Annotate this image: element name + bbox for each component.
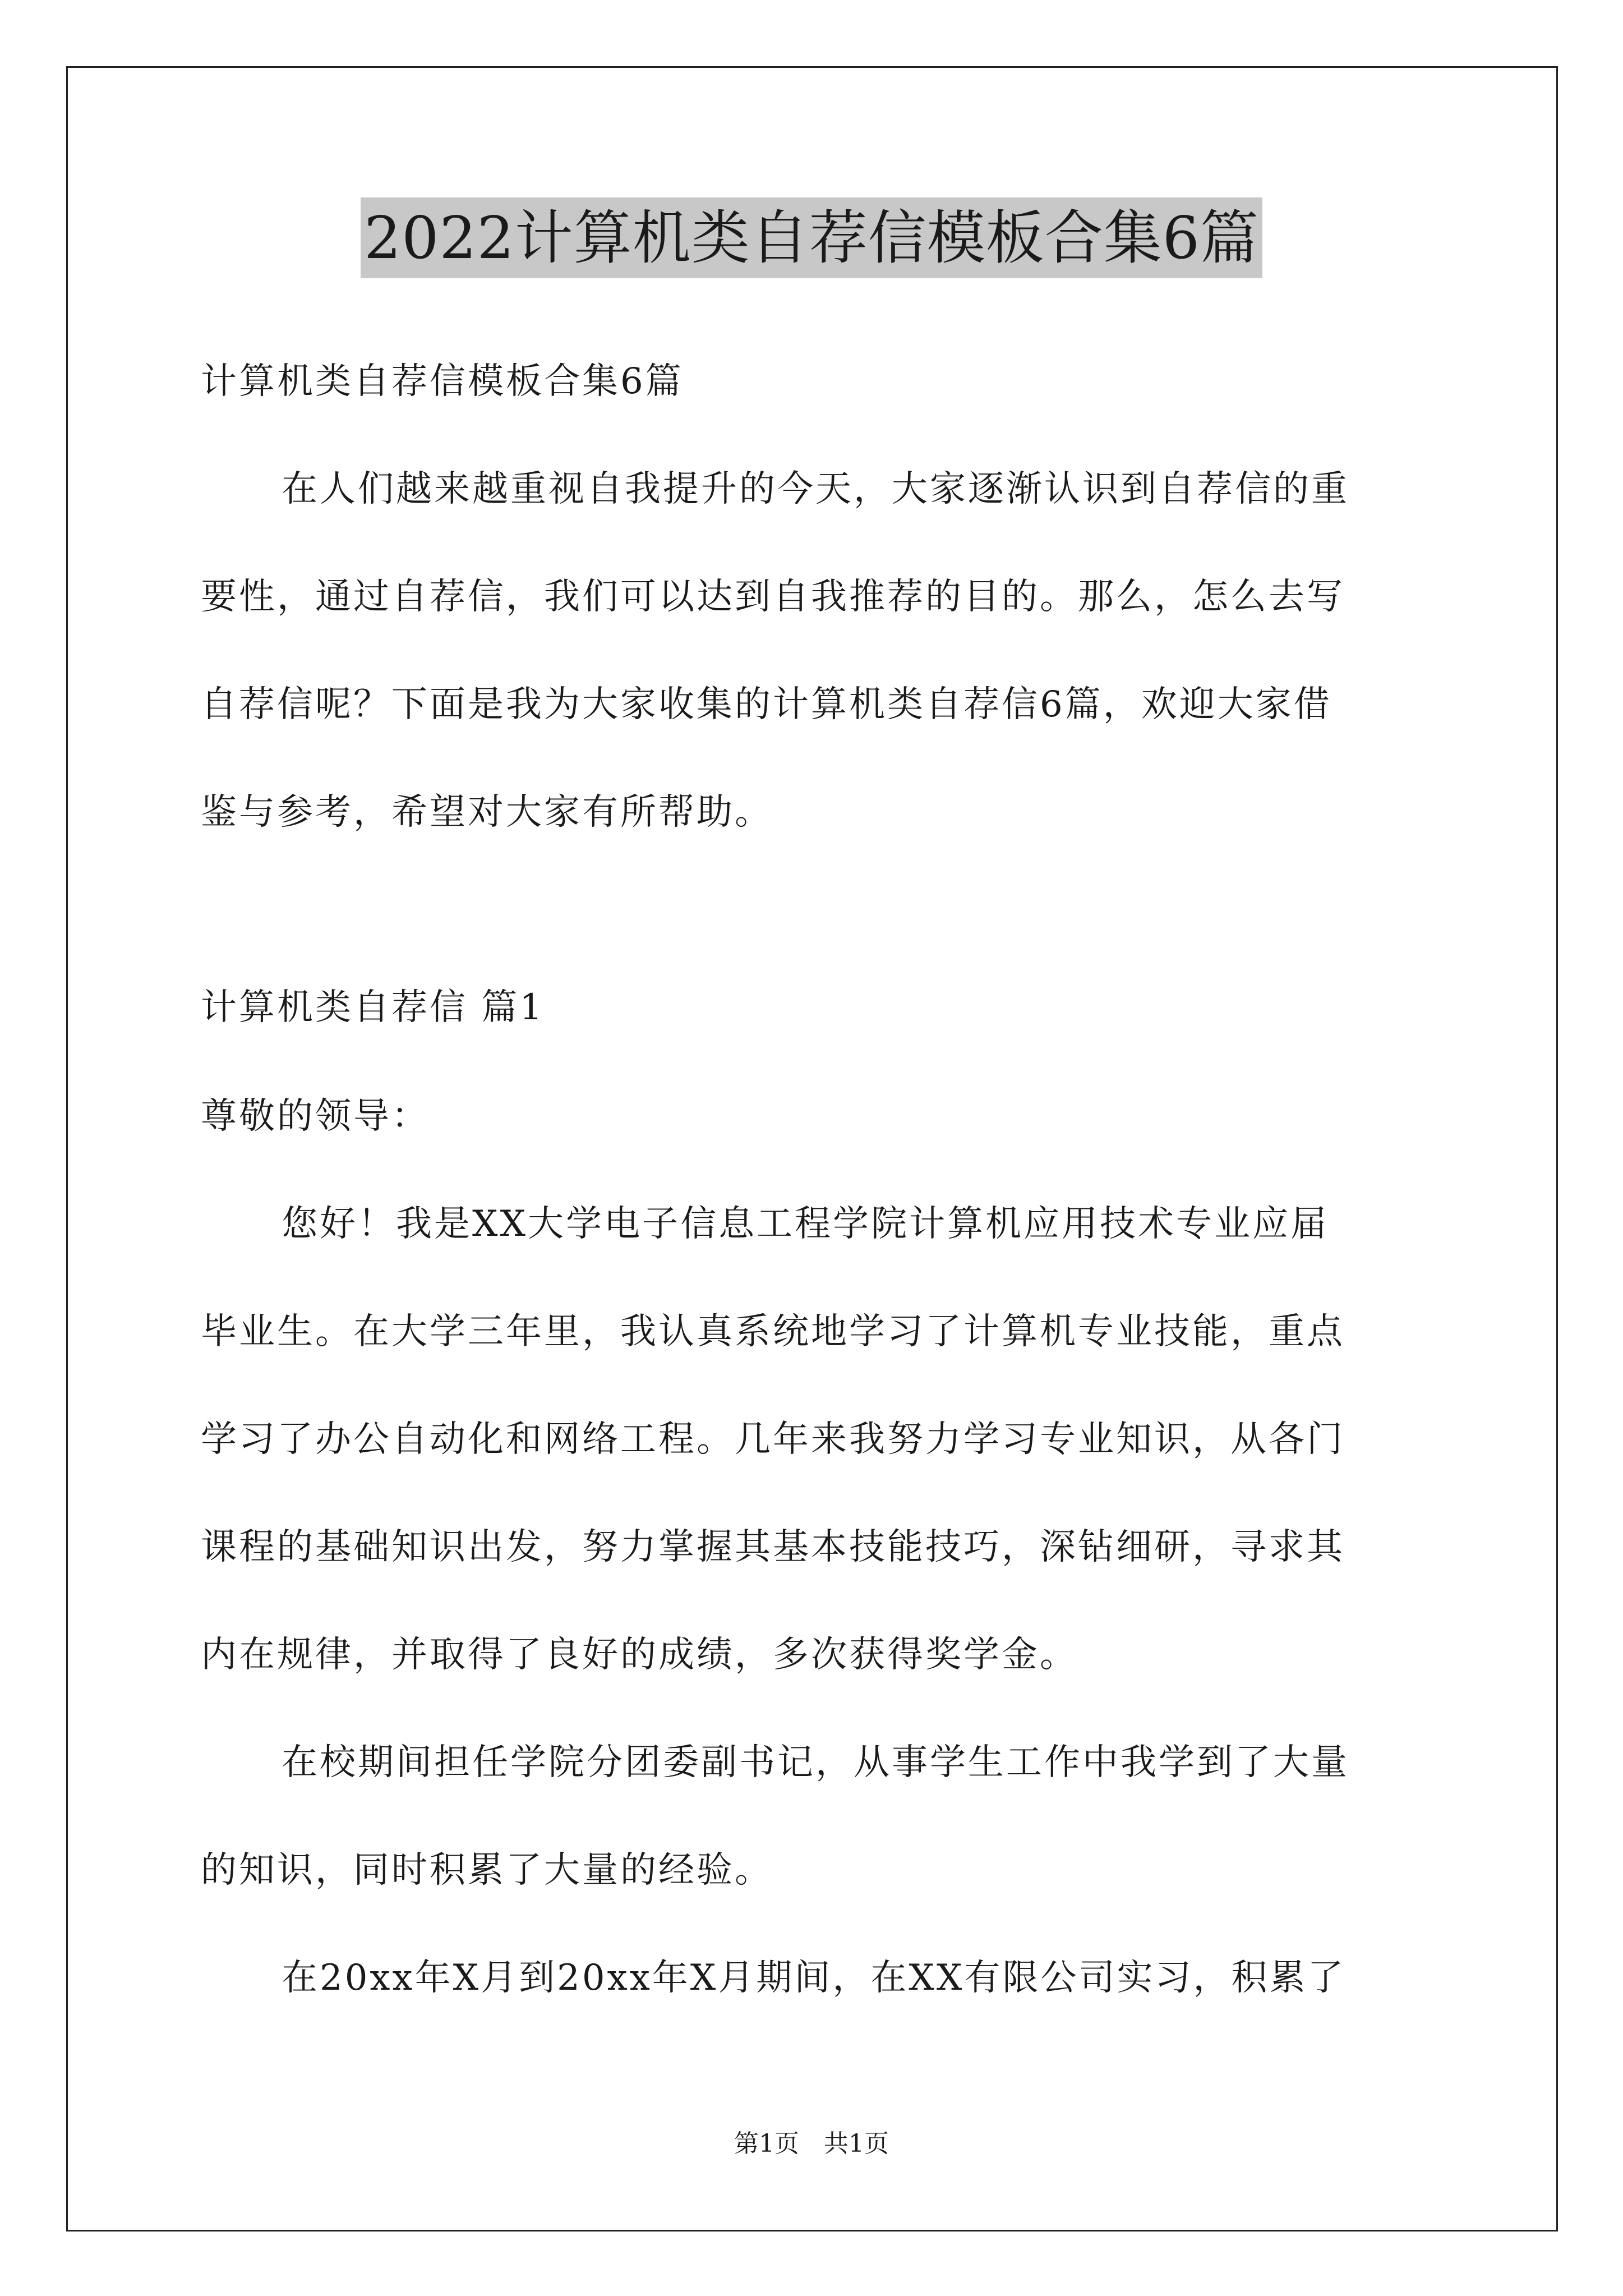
body-paragraph-line: 毕业生。在大学三年里，我认真系统地学习了计算机专业技能，重点: [201, 1311, 1345, 1352]
title-container: [0, 197, 1623, 278]
body-paragraph-line: 学习了办公自动化和网络工程。几年来我努力学习专业知识，从各门: [201, 1419, 1345, 1460]
page-footer: 第1页 共1页: [734, 2129, 889, 2158]
body-paragraph-line: 您好！我是XX大学电子信息工程学院计算机应用技术专业应届: [282, 1203, 1329, 1245]
intro-paragraph-line: 要性，通过自荐信，我们可以达到自我推荐的目的。那么，怎么去写: [201, 576, 1345, 618]
body-paragraph-line: 课程的基础知识出发，努力掌握其基本技能技巧，深钻细研，寻求其: [201, 1526, 1345, 1568]
body-paragraph-line: 的知识，同时积累了大量的经验。: [201, 1849, 773, 1891]
body-paragraph-line: 在校期间担任学院分团委副书记，从事学生工作中我学到了大量: [282, 1742, 1349, 1783]
body-paragraph-line: 内在规律，并取得了良好的成绩，多次获得奖学金。: [201, 1634, 1078, 1676]
section-heading: 计算机类自荐信 篇1: [201, 987, 545, 1028]
subtitle-line: 计算机类自荐信模板合集6篇: [201, 361, 684, 402]
intro-paragraph-line: 鉴与参考，希望对大家有所帮助。: [201, 792, 773, 833]
salutation: 尊敬的领导：: [201, 1096, 430, 1137]
body-paragraph-line: 在20xx年X月到20xx年X月期间，在XX有限公司实习，积累了: [282, 1957, 1346, 1999]
intro-paragraph-line: 在人们越来越重视自我提升的今天，大家逐渐认识到自荐信的重: [282, 468, 1349, 510]
intro-paragraph-line: 自荐信呢？下面是我为大家收集的计算机类自荐信6篇，欢迎大家借: [201, 684, 1332, 725]
document-title: 2022计算机类自荐信模板合集6篇: [361, 197, 1262, 278]
